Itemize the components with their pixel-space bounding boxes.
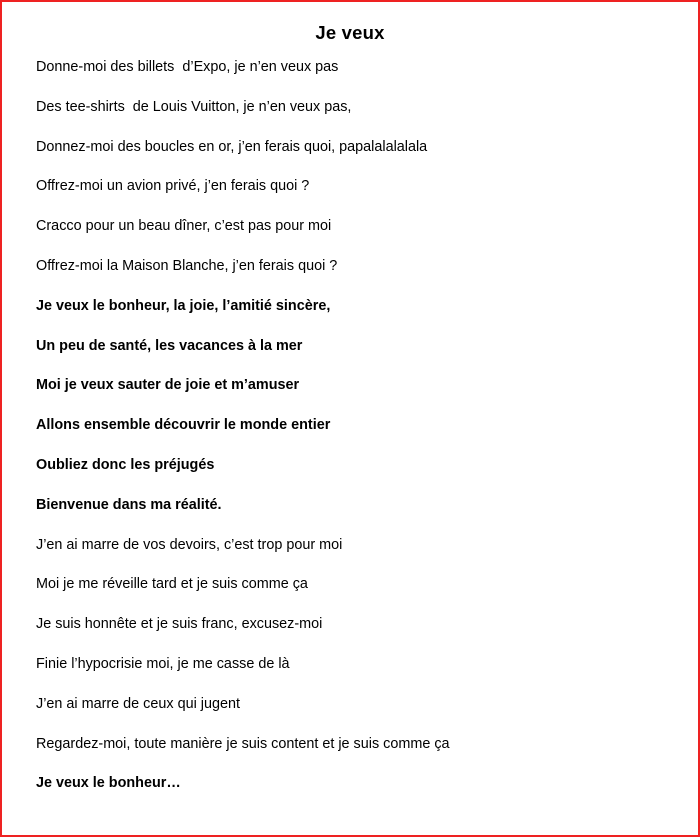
lyric-line: Un peu de santé, les vacances à la mer bbox=[36, 337, 303, 354]
lyric-line: J’en ai marre de vos devoirs, c’est trop pour moi bbox=[36, 536, 343, 553]
lyric-line: Je veux le bonheur, la joie, l’amitié sincère, bbox=[36, 297, 331, 314]
lyric-line: Des tee-shirts de Louis Vuitton, je n’en veux pas, bbox=[36, 98, 352, 115]
lyric-line: Je veux le bonheur… bbox=[36, 775, 181, 792]
lyric-line: Donne-moi des billets d’Expo, je n’en veux pas bbox=[36, 59, 339, 75]
lyric-line: Cracco pour un beau dîner, c’est pas pour moi bbox=[36, 218, 332, 235]
lyric-line: J’en ai marre de ceux qui jugent bbox=[36, 695, 240, 712]
lyric-line: Bienvenue dans ma réalité. bbox=[36, 496, 222, 513]
lyric-line: Je suis honnête et je suis franc, excusez-moi bbox=[36, 616, 323, 633]
lyric-line: Finie l’hypocrisie moi, je me casse de là bbox=[36, 655, 290, 672]
page-title: Je veux bbox=[315, 22, 385, 43]
lyrics-list bbox=[32, 60, 668, 791]
lyric-line: Regardez-moi, toute manière je suis content et je suis comme ça bbox=[36, 735, 450, 752]
lyric-line: Oubliez donc les préjugés bbox=[36, 456, 215, 473]
lyric-line: Moi je me réveille tard et je suis comme ça bbox=[36, 576, 308, 593]
lyric-line: Allons ensemble découvrir le monde entier bbox=[36, 417, 331, 434]
lyric-line: Donnez-moi des boucles en or, j’en ferais quoi, papalalalalala bbox=[36, 138, 428, 155]
lyric-line: Offrez-moi la Maison Blanche, j’en ferais quoi ? bbox=[36, 257, 338, 274]
lyric-line: Moi je veux sauter de joie et m’amuser bbox=[36, 377, 300, 394]
lyric-line: Offrez-moi un avion privé, j’en ferais quoi ? bbox=[36, 178, 310, 195]
